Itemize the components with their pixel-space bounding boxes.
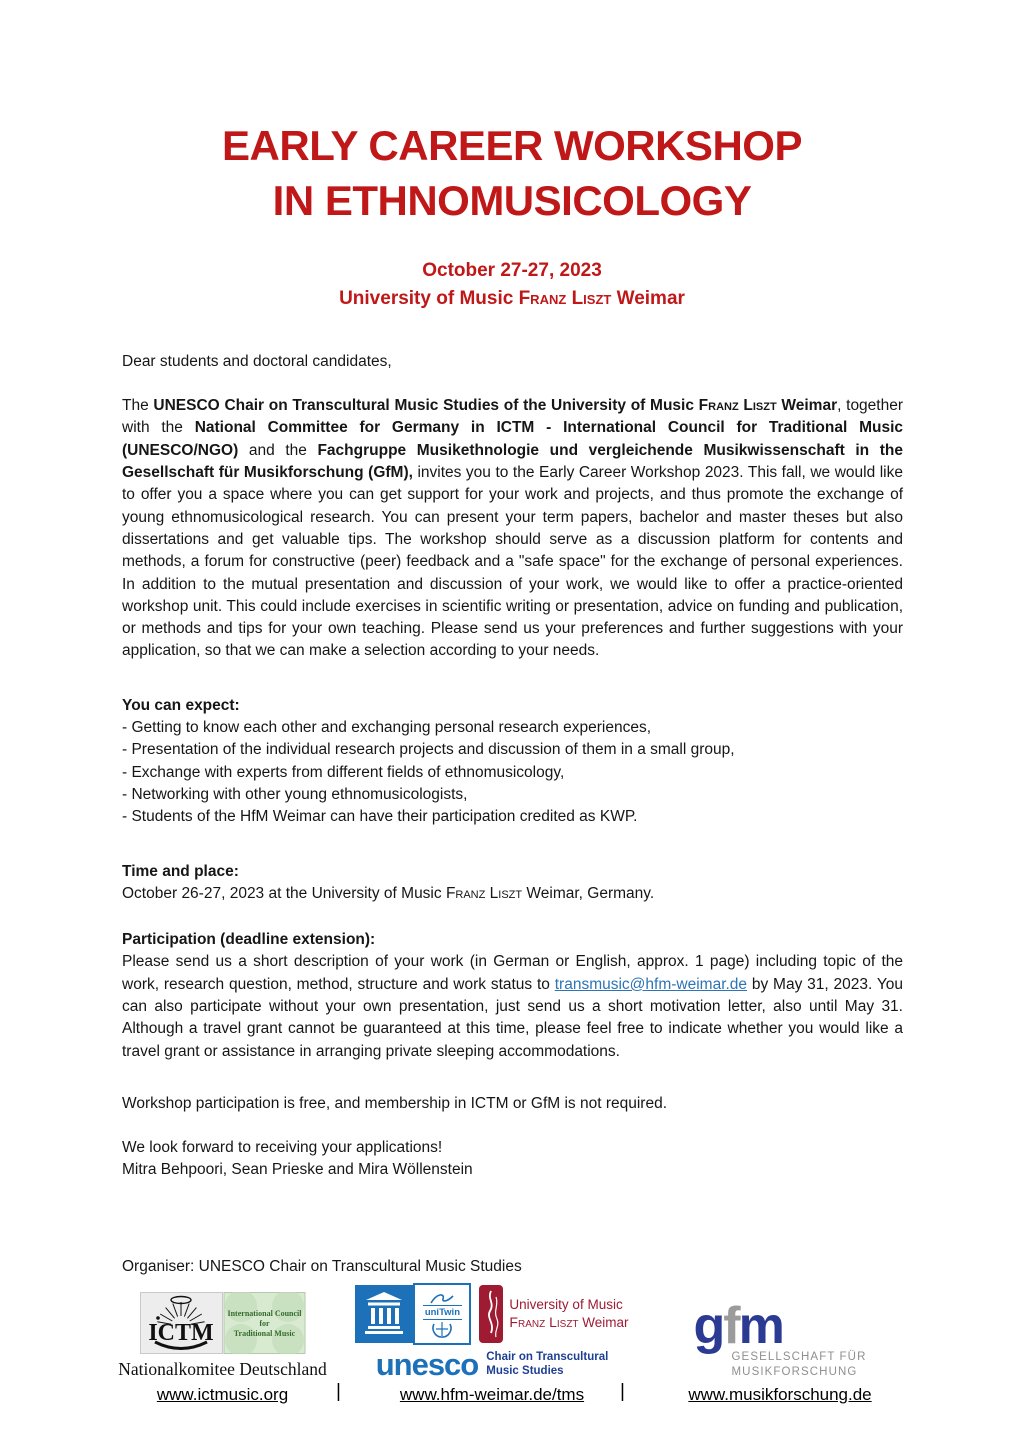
footer-separator-2: |	[620, 1381, 625, 1402]
svg-text:ICTM: ICTM	[147, 1320, 214, 1346]
hfm-violin-icon	[479, 1285, 503, 1343]
hfm-url-link[interactable]: www.hfm-weimar.de/tms	[399, 1385, 585, 1404]
closing-line: We look forward to receiving your applications!	[122, 1139, 443, 1157]
hfm-logo	[479, 1285, 628, 1343]
gfm-subtitle: GESELLSCHAFT FÜR MUSIKFORSCHUNG	[731, 1351, 867, 1379]
ictm-panel-line2: for	[258, 1319, 270, 1328]
expect-item: - Exchange with experts from different fields of ethnomusicology,	[122, 763, 565, 781]
expect-list	[122, 717, 903, 828]
gfm-wordmark: gfm	[693, 1296, 783, 1355]
event-venue: University of Music Franz Liszt Weimar	[339, 288, 685, 310]
page-title	[0, 118, 1024, 229]
unitwin-globe-icon	[431, 1320, 453, 1338]
unesco-wordmark-row	[376, 1349, 609, 1380]
ictm-column	[100, 1292, 345, 1405]
ictm-caption: Nationalkomitee Deutschland	[118, 1359, 327, 1379]
hfm-line1: University of Music	[509, 1296, 623, 1312]
expect-item: - Presentation of the individual research projects and discussion of them in a small group,	[122, 741, 735, 759]
unitwin-flourish-icon	[427, 1291, 457, 1305]
fee-note: Workshop participation is free, and membership in ICTM or GfM is not required.	[122, 1094, 668, 1112]
participation-paragraph: Please send us a short description of your work (in German or English, approx. 1 page) including topic of the work, research question, method, structure and work status to transmusic@hfm-weimar.de by May 31, 2023. You can also participate without your own presentation, just send us a short motivation letter, also until May 31. Although a travel grant cannot be guaranteed at this time, please feel free to indicate whether you would like a travel grant or assistance in arranging private sleeping accommodations.	[122, 953, 903, 1060]
expect-item: - Networking with other young ethnomusicologists,	[122, 785, 468, 803]
unesco-logo-row	[355, 1283, 628, 1345]
ictm-url-link[interactable]: www.ictmusic.org	[156, 1385, 289, 1404]
event-date: October 27-27, 2023	[422, 259, 602, 281]
time-place-heading: Time and place:	[122, 862, 239, 880]
email-link[interactable]: transmusic@hfm-weimar.de	[554, 975, 748, 993]
expect-item: - Getting to know each other and exchanging personal research experiences,	[122, 719, 652, 737]
unesco-wordmark: unesco	[375, 1347, 479, 1382]
letter-body	[122, 351, 903, 1278]
participation-section	[122, 929, 903, 1063]
salutation: Dear students and doctoral candidates,	[122, 352, 392, 370]
ictm-panel-line1: International Council	[226, 1309, 302, 1318]
gfm-column	[645, 1296, 915, 1405]
unitwin-box	[413, 1283, 471, 1345]
unesco-column	[353, 1283, 631, 1405]
hfm-line2: Franz Liszt Weimar	[509, 1313, 629, 1330]
intro-paragraph: The UNESCO Chair on Transcultural Music Studies of the University of Music Franz Liszt Weimar, together with the National Committee for Germany in ICTM - International Council for Traditional Music (UNESCO/NGO) and the Fachgruppe Musikethnologie und vergleichende Musikwissenschaft in the Gesellschaft für Musikforschung (GfM), invites you to the Early Career Workshop 2023. This fall, we would like to offer you a space where you can get support for your work and projects, and thus promote the exchange of young ethnomusicological research. You can present your term papers, bachelor and master theses but also dissertations and get valuable tips. The workshop should serve as a discussion platform for contents and methods, a forum for constructive (peer) feedback and a "safe space" for the exchange of personal experiences. In addition to the mutual presentation and discussion of your work, we would like to offer a practice-oriented workshop unit. This could include exercises in scientific writing or presentation, advice on funding and publication, or methods and tips for your own teaching. Please send us your preferences and further suggestions with your application, so that we can make a selection according to your needs.	[122, 397, 904, 660]
chair-label: Chair on Transcultural Music Studies	[486, 1350, 609, 1377]
time-place-line: October 26-27, 2023 at the University of Music Franz Liszt Weimar, Germany.	[122, 884, 655, 902]
expect-heading: You can expect:	[122, 696, 240, 714]
gfm-logo	[693, 1296, 867, 1380]
gfm-url-link[interactable]: www.musikforschung.de	[688, 1385, 872, 1404]
time-place-section	[122, 861, 903, 906]
footer-separator-1: |	[336, 1381, 341, 1402]
unitwin-label: uniTwin	[424, 1306, 461, 1318]
organiser-line: Organiser: UNESCO Chair on Transcultural Music Studies	[122, 1257, 522, 1275]
signatories-line: Mitra Behpoori, Sean Prieske and Mira Wöllenstein	[122, 1161, 473, 1179]
ictm-panel-line3: Traditional Music	[233, 1329, 295, 1338]
expect-item: - Students of the HfM Weimar can have their participation credited as KWP.	[122, 808, 638, 826]
event-subtitle	[0, 257, 1024, 314]
expect-section	[122, 695, 903, 829]
title-line-1: EARLY CAREER WORKSHOP	[222, 122, 802, 169]
partner-footer	[0, 1283, 1024, 1405]
ictm-logo	[140, 1292, 306, 1354]
hfm-wordmark	[509, 1297, 628, 1332]
participation-heading: Participation (deadline extension):	[122, 931, 376, 949]
title-line-2: IN ETHNOMUSICOLOGY	[272, 177, 752, 225]
unesco-temple-icon	[355, 1285, 413, 1343]
